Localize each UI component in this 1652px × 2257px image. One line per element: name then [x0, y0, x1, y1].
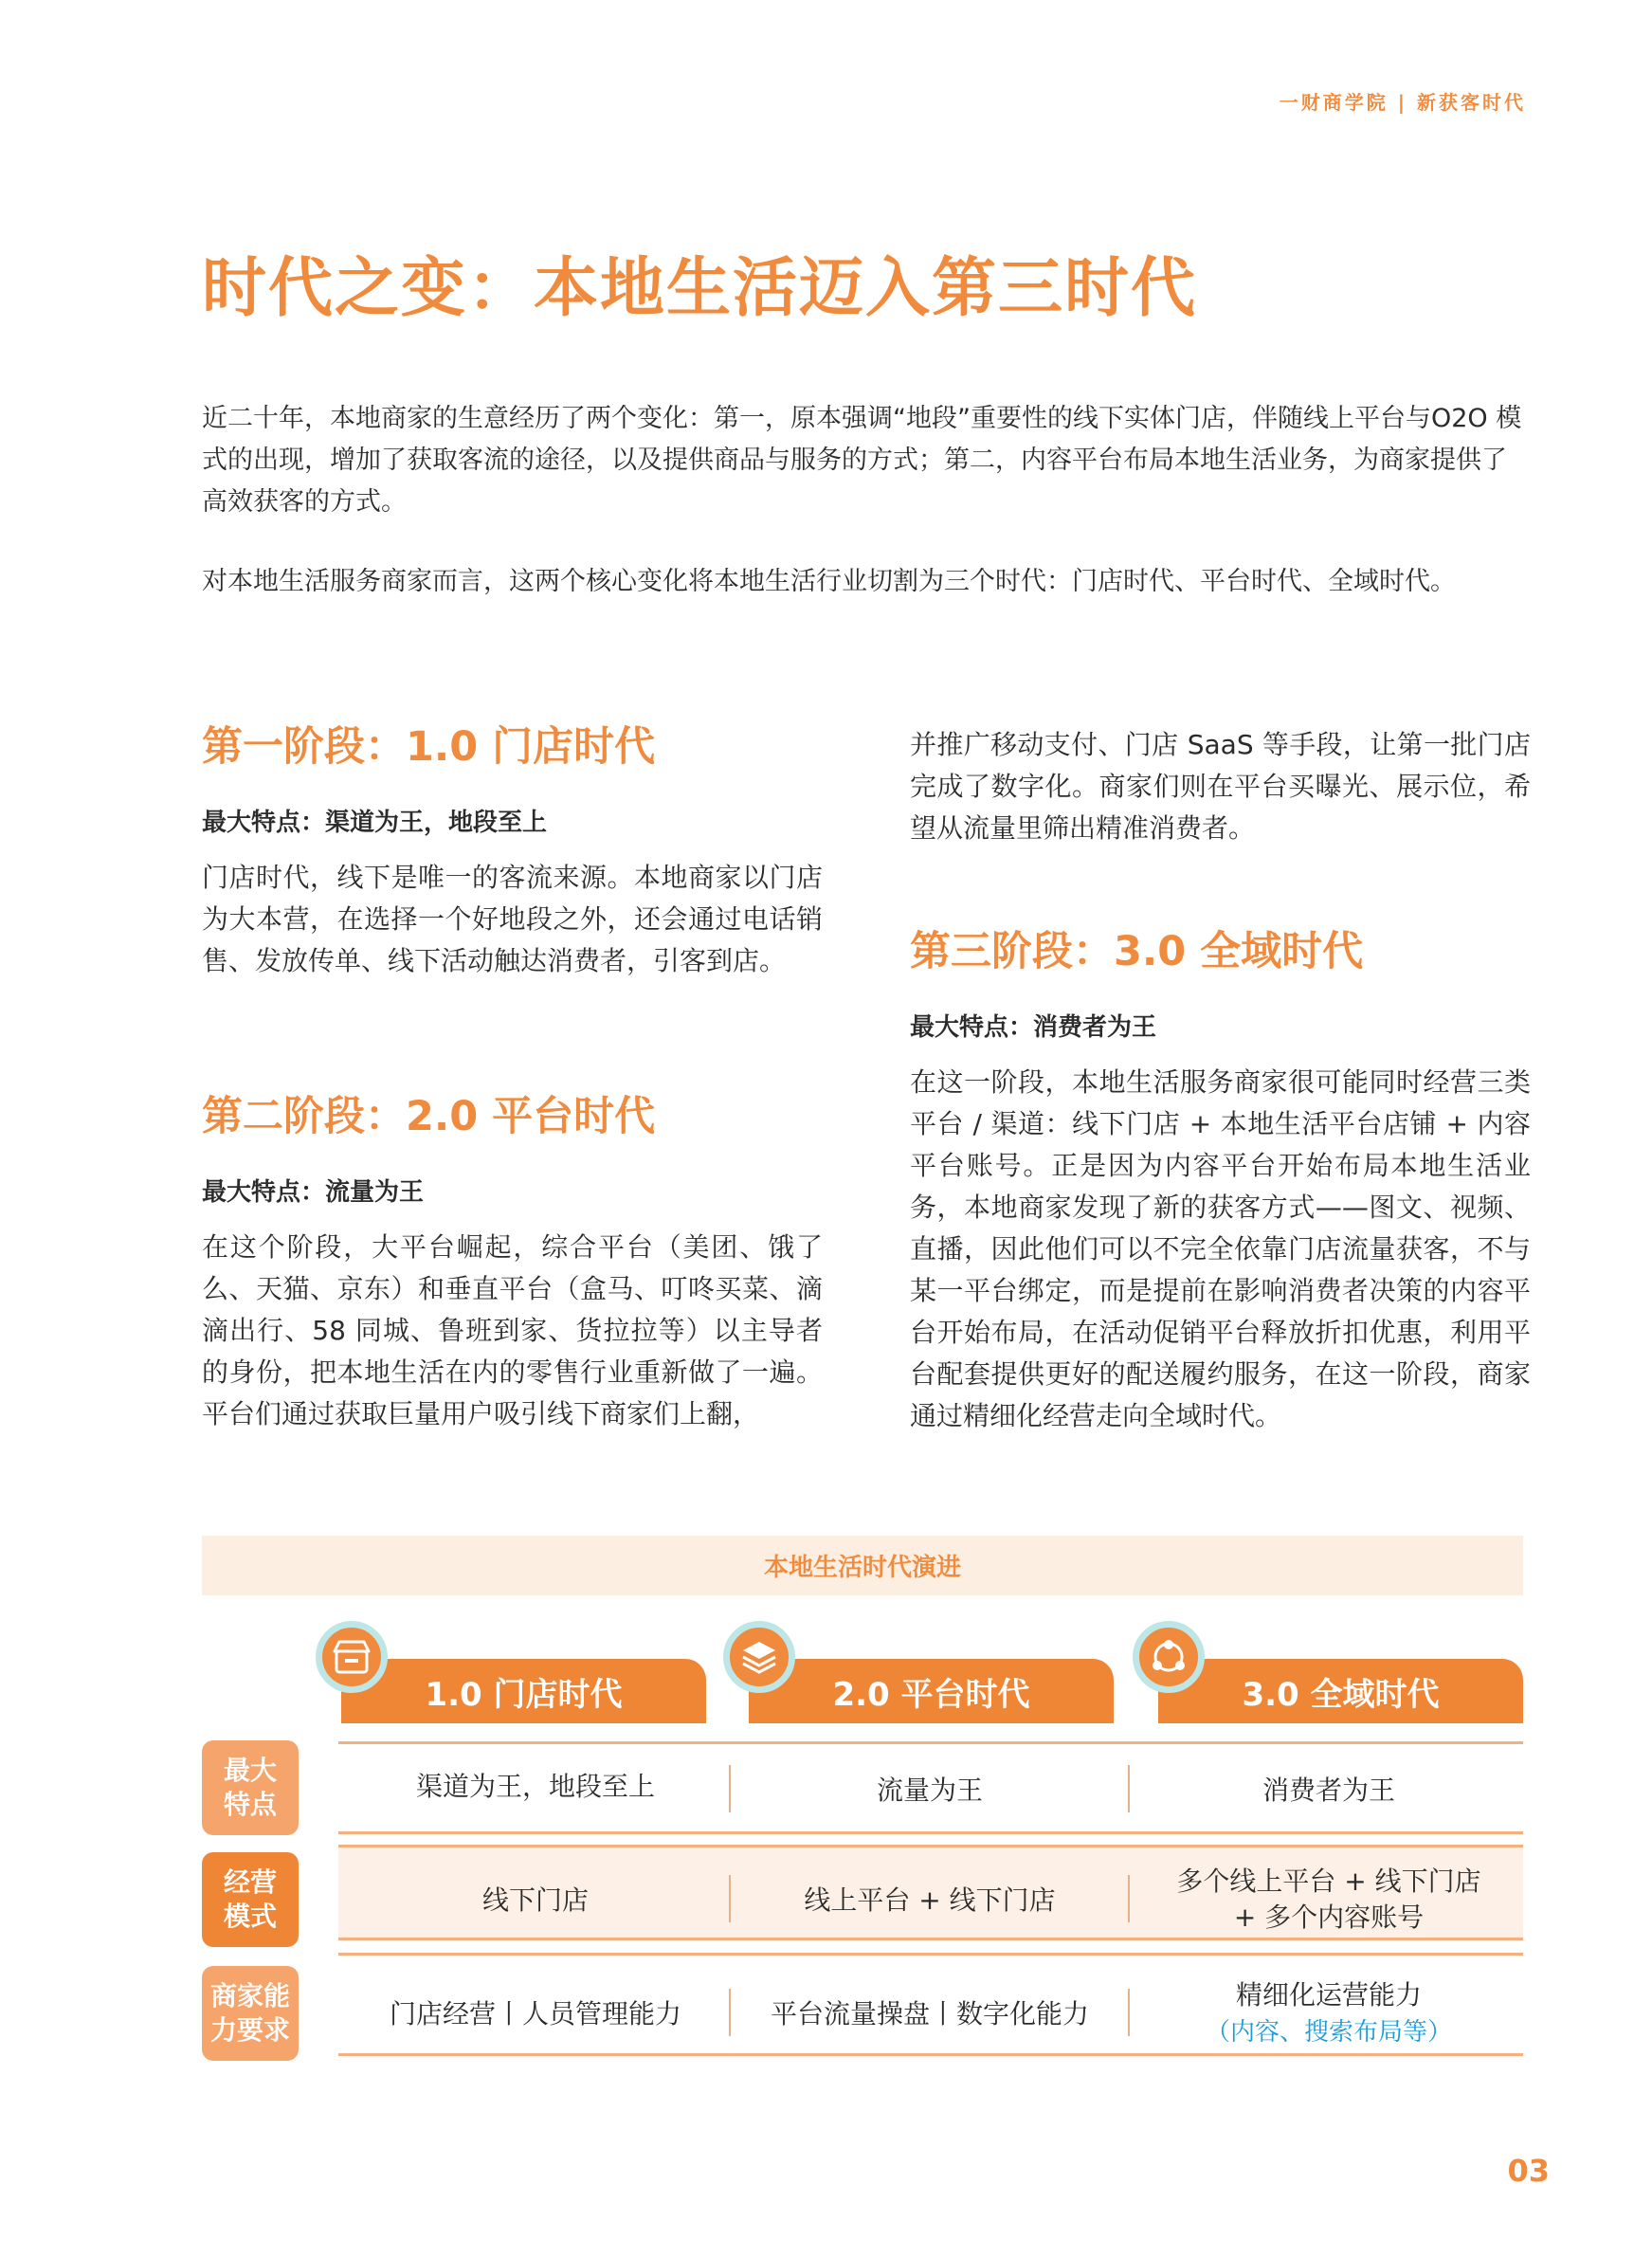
cell-separator: [1128, 1875, 1130, 1922]
header-tag: 一财商学院 | 新获客时代: [1279, 91, 1526, 114]
stage-1-feature: 最大特点：渠道为王，地段至上: [202, 809, 548, 837]
cell-separator: [1128, 1989, 1130, 2036]
cell-3-1: 门店经营丨人员管理能力: [389, 1998, 681, 2029]
row-divider: [338, 2053, 1523, 2056]
stage-2-body-continued: 并推广移动支付、门店 SaaS 等手段，让第一批门店完成了数字化。商家们则在平台买曝光、展示位，希望从流量里筛出精准消费者。: [910, 729, 1531, 844]
page-title: 时代之变：本地生活迈入第三时代: [202, 251, 1198, 326]
stage-2-heading: 第二阶段：2.0 平台时代: [202, 1093, 656, 1140]
cell-2-2: 线上平台 + 线下门店: [804, 1884, 1056, 1916]
cell-1-3: 消费者为王: [1262, 1775, 1395, 1806]
stage-1-body: 门店时代，线下是唯一的客流来源。本地商家以门店为大本营，在选择一个好地段之外，还会通过电话销售、发放传单、线下活动触达消费者，引客到店。: [202, 862, 823, 976]
era-header-1: 1.0 门店时代: [341, 1659, 706, 1723]
cell-separator: [729, 1765, 731, 1812]
era-header-3: 3.0 全域时代: [1158, 1659, 1523, 1723]
row-divider: [338, 1953, 1523, 1956]
cell-1-2: 流量为王: [876, 1775, 983, 1806]
stage-3-body: 在这一阶段，本地生活服务商家很可能同时经营三类平台 / 渠道：线下门店 + 本地生活平台店铺 + 内容平台账号。正是因为内容平台开始布局本地生活业务，本地商家发现了新的获客方式——图文、视频、直播，因此他们可以不完全依靠门店流量获客，不与某一平台绑定，而是提前在影响消费者决策的内容平台开始布局，在活动促销平台释放折扣优惠，利用平台配套提供更好的配送履约服务，在这一阶段，商家通过精细化经营走向全域时代。: [910, 1066, 1531, 1431]
row-divider: [338, 1845, 1523, 1847]
cell-3-2: 平台流量操盘丨数字化能力: [770, 1998, 1089, 2029]
stage-1-heading: 第一阶段：1.0 门店时代: [202, 723, 656, 771]
row-divider: [338, 1741, 1523, 1744]
stage-1-section: [202, 719, 823, 982]
cell-separator: [729, 1875, 731, 1922]
layers-icon: [723, 1621, 795, 1693]
stage-3-feature: 最大特点：消费者为王: [910, 1013, 1157, 1042]
row-label-1: 最大 特点: [202, 1740, 299, 1835]
store-icon: [316, 1621, 388, 1693]
stage-2-continued: [910, 724, 1531, 849]
era-header-2: 2.0 平台时代: [749, 1659, 1114, 1723]
intro-paragraph-1: 近二十年，本地商家的生意经历了两个变化：第一，原本强调“地段”重要性的线下实体门店，伴随线上平台与O2O 模式的出现，增加了获取客流的途径，以及提供商品与服务的方式；第二，内容平台布局本地生活业务，为商家提供了高效获客的方式。: [202, 404, 1522, 517]
stage-3-section: [910, 923, 1531, 1437]
page-number: 03: [1507, 2153, 1550, 2189]
cell-separator: [729, 1989, 731, 2036]
stage-2-section: [202, 1088, 823, 1435]
row-label-2: 经营 模式: [202, 1852, 299, 1947]
stage-3-heading: 第三阶段：3.0 全域时代: [910, 928, 1364, 975]
stage-2-feature: 最大特点：流量为王: [202, 1178, 425, 1207]
stage-2-body: 在这个阶段，大平台崛起，综合平台（美团、饿了么、天猫、京东）和垂直平台（盒马、叮咚买菜、滴滴出行、58 同城、鲁班到家、货拉拉等）以主导者的身份，把本地生活在内的零售行业重新做了一遍。平台们通过获取巨量用户吸引线下商家们上翻，: [202, 1231, 823, 1429]
cell-1-1: 渠道为王，地段至上: [415, 1771, 655, 1802]
row-divider: [338, 1938, 1523, 1940]
table-title: 本地生活时代演进: [202, 1536, 1523, 1595]
network-icon: [1133, 1621, 1205, 1693]
row-label-3: 商家能 力要求: [202, 1966, 299, 2061]
cell-separator: [1128, 1765, 1130, 1812]
intro-paragraph-2: 对本地生活服务商家而言，这两个核心变化将本地生活行业切割为三个时代：门店时代、平台时代、全域时代。: [202, 567, 1456, 596]
cell-2-3: 多个线上平台 + 线下门店 + 多个内容账号: [1176, 1866, 1481, 1933]
cell-3-3: 精细化运营能力 （内容、搜索布局等）: [1205, 1979, 1452, 2047]
row-divider: [338, 1831, 1523, 1834]
cell-2-1: 线下门店: [481, 1884, 589, 1916]
